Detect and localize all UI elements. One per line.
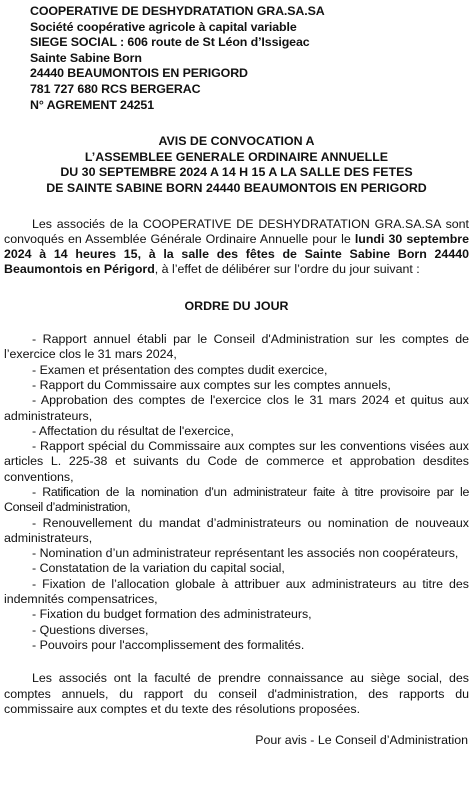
company-name: COOPERATIVE DE DESHYDRATATION GRA.SA.SA [30, 4, 325, 18]
agenda-title: ORDRE DU JOUR [184, 298, 289, 313]
company-type: Société coopérative agricole à capital variable [30, 19, 297, 34]
agenda-item: - Rapport du Commissaire aux comptes sur les comptes annuels, [32, 377, 391, 392]
closing-paragraph: Les associés ont la faculté de prendre connaissance au siège social, des comptes annuels, du rapport du conseil d'administration, des rapports du commissaire aux comptes et du texte des résolutions proposées. [4, 671, 469, 716]
agenda-item: - Renouvellement du mandat d’administrateurs ou nomination de nouveaux administrateurs, [4, 515, 469, 545]
agenda-item: - Affectation du résultat de l'exercice, [32, 423, 234, 438]
agenda-item: - Examen et présentation des comptes dudit exercice, [32, 362, 328, 377]
postal-city: 24440 BEAUMONTOIS EN PERIGORD [30, 66, 248, 81]
intro-text: Les associés de la COOPERATIVE DE DESHYDRATATION GRA.SA.SA sont convoqués en Assemblée Générale Ordinaire Annuelle pour le [4, 216, 469, 246]
agenda-list [4, 332, 469, 653]
locality: Sainte Sabine Born [30, 50, 142, 65]
agenda-item: - Rapport spécial du Commissaire aux comptes sur les conventions visées aux articles L. 225-38 et suivants du Code de commerce et approbation desdites conventions, [4, 439, 469, 484]
registered-office: SIEGE SOCIAL : 606 route de St Léon d’Issigeac [30, 35, 310, 50]
notice-title [4, 134, 469, 196]
rcs-number: 781 727 680 RCS BERGERAC [30, 81, 201, 96]
agrement-number: N° AGREMENT 24251 [30, 97, 154, 112]
agenda-item: - Questions diverses, [32, 622, 149, 637]
agenda-item: - Pouvoirs pour l'accomplissement des formalités. [32, 637, 305, 652]
agenda-item: - Ratification de la nomination d’un administrateur faite à titre provisoire par le Conseil d’administration, [4, 484, 469, 515]
title-line-1: AVIS DE CONVOCATION A [158, 134, 315, 149]
meeting-date-location: lundi 30 septembre 2024 à 14 heures 15, à la salle des fêtes de Sainte Sabine Born 24440 Beaumontois en Périgord [4, 231, 469, 277]
title-line-4: DE SAINTE SABINE BORN 24440 BEAUMONTOIS EN PERIGORD [46, 180, 427, 195]
agenda-item: - Nomination d’un administrateur représentant les associés non coopérateurs, [32, 546, 459, 561]
title-line-3: DU 30 SEPTEMBRE 2024 A 14 H 15 A LA SALLE DES FETES [60, 165, 413, 180]
intro-text-end: , à l’effet de délibérer sur l’ordre du jour suivant : [154, 262, 420, 277]
signature: Pour avis - Le Conseil d’Administration [255, 733, 468, 748]
intro-paragraph [4, 217, 469, 278]
agenda-item: - Constatation de la variation du capital social, [32, 561, 285, 576]
agenda-item: - Fixation du budget formation des administrateurs, [32, 607, 312, 622]
agenda-item: - Approbation des comptes de l'exercice clos le 31 mars 2024 et quitus aux administrateurs, [4, 393, 469, 423]
agenda-item: - Fixation de l’allocation globale à attribuer aux administrateurs au titre des indemnités compensatrices, [4, 576, 469, 607]
agenda-item: - Rapport annuel établi par le Conseil d'Administration sur les comptes de l’exercice clos le 31 mars 2024, [4, 332, 469, 362]
title-line-2: L’ASSEMBLEE GENERALE ORDINAIRE ANNUELLE [84, 149, 389, 164]
company-header [30, 4, 469, 113]
